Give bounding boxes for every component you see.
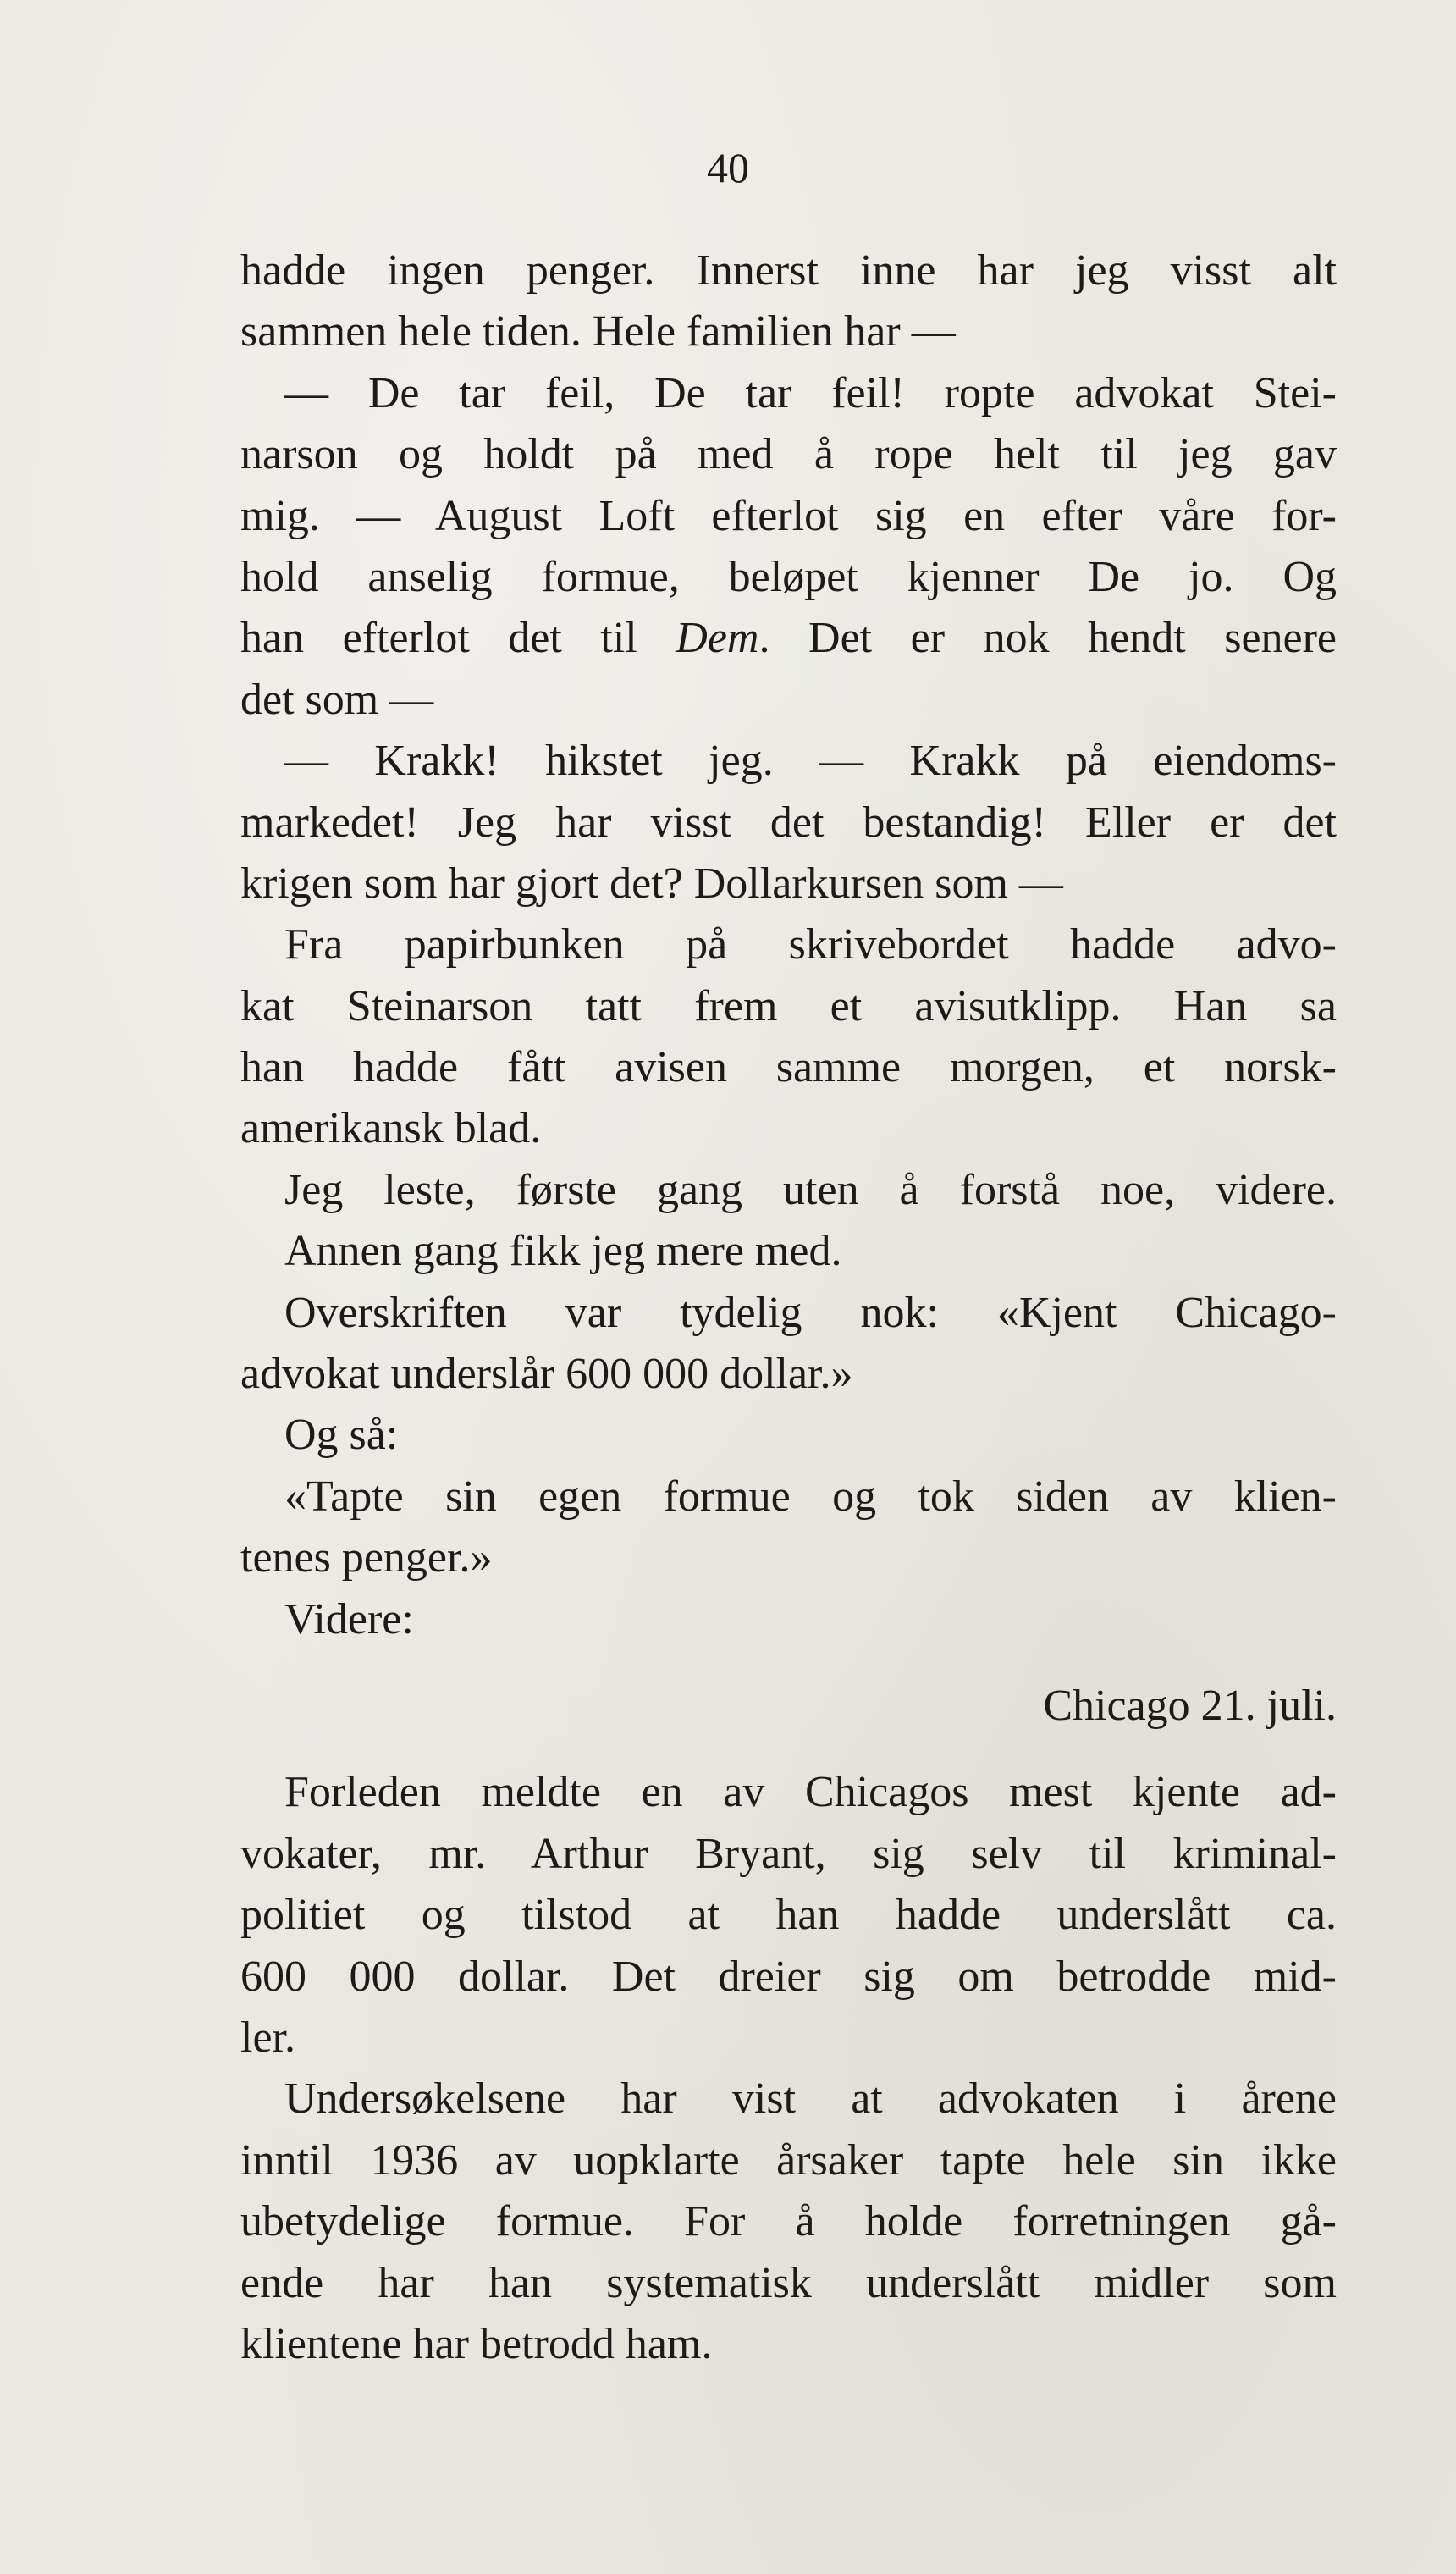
text-line: «Tapte sin egen formue og tok siden av klien- <box>284 1472 1337 1521</box>
text-line: hadde ingen penger. Innerst inne har jeg visst alt <box>240 246 1337 295</box>
text-line: politiet og tilstod at han hadde underslått ca. <box>240 1891 1337 1940</box>
text-line: Og så: <box>284 1411 399 1460</box>
text-line: det som — <box>240 675 434 724</box>
dateline: Chicago 21. juli. <box>1043 1681 1337 1730</box>
text-line: han hadde fått avisen samme morgen, et norsk- <box>240 1043 1337 1092</box>
text-line: narson og holdt på med å rope helt til jeg gav <box>240 430 1337 479</box>
body-text <box>240 240 1337 2375</box>
text-line: amerikansk blad. <box>240 1104 542 1153</box>
text-line: Fra papirbunken på skrivebordet hadde advo- <box>284 920 1337 969</box>
text-segment: han efterlot det til <box>240 614 676 663</box>
text-line: ler. <box>240 2013 295 2062</box>
text-line: tenes penger.» <box>240 1533 493 1583</box>
text-line: Videre: <box>284 1594 414 1643</box>
text-line: Forleden meldte en av Chicagos mest kjente ad- <box>284 1768 1337 1817</box>
text-line: ende har han systematisk underslått midler som <box>240 2258 1337 2307</box>
text-line: advokat underslår 600 000 dollar.» <box>240 1350 853 1399</box>
text-segment: . Det er nok hendt senere <box>758 614 1337 663</box>
text-line: mig. — August Loft efterlot sig en efter våre for- <box>240 491 1337 540</box>
text-line: markedet! Jeg har visst det bestandig! Eller er det <box>240 798 1337 847</box>
paragraph-spacer <box>240 1737 1337 1762</box>
text-line: klientene har betrodd ham. <box>240 2319 713 2368</box>
text-line: hold anselig formue, beløpet kjenner De jo. Og <box>240 552 1337 601</box>
text-line: — De tar feil, De tar feil! ropte advokat Stei- <box>284 368 1337 417</box>
text-line: vokater, mr. Arthur Bryant, sig selv til kriminal- <box>240 1829 1337 1878</box>
text-line: 600 000 dollar. Det dreier sig om betrodde mid- <box>240 1952 1337 2001</box>
text-line: Overskriften var tydelig nok: «Kjent Chicago- <box>284 1288 1337 1337</box>
text-line: kat Steinarson tatt frem et avisutklipp. Han sa <box>240 981 1337 1030</box>
text-line: Annen gang fikk jeg mere med. <box>284 1227 842 1276</box>
paragraph-spacer <box>240 1650 1337 1676</box>
text-line <box>240 608 1337 669</box>
text-line: ubetydelige formue. For å holde forretningen gå- <box>240 2197 1337 2246</box>
text-line: sammen hele tiden. Hele familien har — <box>240 307 956 356</box>
text-line: krigen som har gjort det? Dollarkursen som — <box>240 859 1063 908</box>
emphasis-text: Dem <box>676 614 759 663</box>
page-number: 40 <box>707 144 749 191</box>
text-line: Undersøkelsene har vist at advokaten i årene <box>284 2074 1337 2124</box>
text-line: Jeg leste, første gang uten å forstå noe, videre. <box>284 1165 1337 1214</box>
text-line: — Krakk! hikstet jeg. — Krakk på eiendoms- <box>284 737 1337 786</box>
text-line: inntil 1936 av uopklarte årsaker tapte hele sin ikke <box>240 2135 1337 2185</box>
